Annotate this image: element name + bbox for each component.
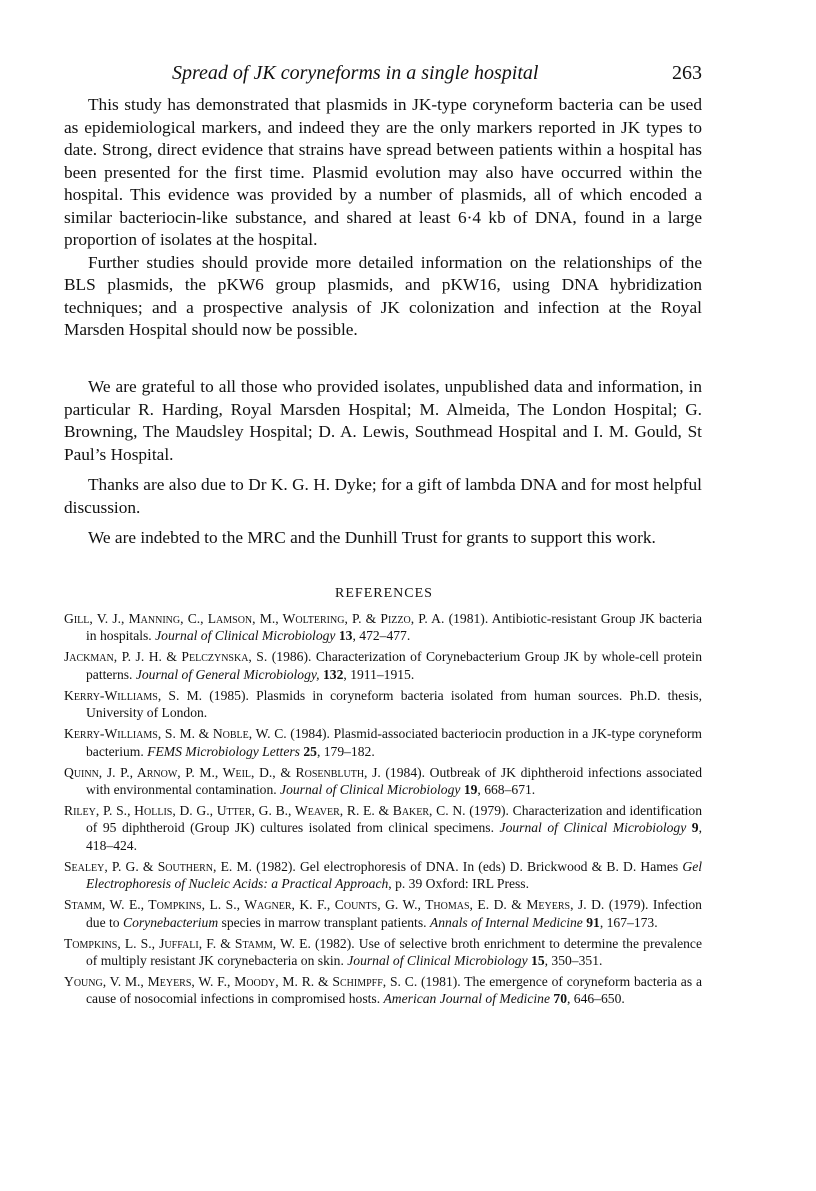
reference-volume: 91 [586,914,600,930]
reference-volume: 25 [303,743,317,759]
reference-journal: Journal of General Microbiology, [135,666,320,682]
reference-text: (1984). Plasmid-associated bacteriocin production in a JK-type coryneform bacterium. [86,726,702,759]
reference-text: (1985). Plasmids in coryneform bacteria isolated from human sources. Ph.D. thesis, University of London. [86,687,703,721]
reference-volume: 19 [463,782,478,798]
reference-item [64,935,702,970]
reference-text: (1979). Infection due to [86,897,702,930]
reference-authors: Kerry-Williams, S. M. & Noble, W. C. [64,726,287,742]
reference-journal: Annals of Internal Medicine [429,914,583,930]
page-number: 263 [672,62,702,84]
reference-text: (1979). Characterization and identification of 95 diphtheroid (Group JK) cultures isolated from clinical specimens. [86,803,703,836]
discussion-text [64,94,702,342]
reference-pages: , 668–671. [477,782,536,798]
reference-authors: Jackman, P. J. H. & Pelczynska, S. [64,649,268,665]
running-head [172,62,702,86]
reference-authors: Gill, V. J., Manning, C., Lamson, M., Woltering, P. & Pizzo, P. A. [64,611,445,626]
reference-volume: 9 [691,820,699,836]
reference-text: (1981). Antibiotic-resistant Group JK bacteria in hospitals. [86,611,702,644]
references-heading: REFERENCES [335,586,433,601]
references-list [64,610,702,1011]
reference-item [64,648,702,683]
reference-journal: Journal of Clinical Microbiology [499,820,687,836]
reference-pages: , 472–477. [352,628,411,644]
reference-journal: Journal of Clinical Microbiology [280,782,461,798]
reference-pages: , 179–182. [316,743,375,759]
reference-text: (1982). Use of selective broth enrichment to determine the prevalence of multiply resistant JK corynebacteria on skin. [86,935,703,969]
paragraph: Further studies should provide more detailed information on the relationships of the BLS plasmids, the pKW6 group plasmids, and pKW16, using DNA hybridization techniques; and a prospective analysis of JK colonization and infection at the Royal Marsden Hospital should now be possible. [64,252,702,339]
reference-journal: Gel Electrophoresis of Nucleic Acids: a Practical Approach [86,858,703,892]
reference-item [64,858,702,893]
paragraph: Thanks are also due to Dr K. G. H. Dyke; for a gift of lambda DNA and for most helpful discussion. [64,475,702,517]
reference-authors: Kerry-Williams, S. M. [64,687,203,703]
reference-item [64,725,702,760]
reference-pages: , 167–173. [599,914,658,930]
reference-authors: Stamm, W. E., Tompkins, L. S., Wagner, K. F., Counts, G. W., Thomas, E. D. & Meyers, J. D. [64,897,605,913]
reference-authors: Young, V. M., Meyers, W. F., Moody, M. R. & Schimpff, S. C. [64,974,418,990]
running-title: Spread of JK coryneforms in a single hospital [172,62,539,84]
reference-volume: 15 [531,953,545,969]
reference-pages: , p. 39 Oxford: IRL Press. [388,876,529,892]
reference-genus: Corynebacterium [123,914,219,930]
reference-text: (1981). The emergence of coryneform bacteria as a cause of nosocomial infections in compromised hosts. [86,974,702,1007]
paragraph: We are indebted to the MRC and the Dunhill Trust for grants to support this work. [88,528,656,547]
reference-item [64,973,702,1008]
reference-item [64,802,702,854]
paragraph: This study has demonstrated that plasmids in JK-type coryneform bacteria can be used as epidemiological markers, and indeed they are the only markers reported in JK types to date. Strong, direct evidence that strains have spread between patients within a hospital has been presented for the first time. Plasmid evolution may also have occurred within the hospital. This evidence was provided by a number of plasmids, all of which encoded a similar bacteriocin-like substance, and shared at least 6·4 kb of DNA, found in a large proportion of isolates at the hospital. [64,95,702,249]
reference-authors: Tompkins, L. S., Juffali, F. & Stamm, W. E. [64,935,311,951]
reference-journal: American Journal of Medicine [383,991,550,1007]
reference-journal: FEMS Microbiology Letters [147,743,300,759]
reference-text: species in marrow transplant patients. [218,914,430,930]
reference-text: (1982). Gel electrophoresis of DNA. In (eds) D. Brickwood & B. D. Hames [251,858,683,874]
reference-item [64,687,702,722]
reference-volume: 70 [553,991,567,1007]
reference-journal: Journal of Clinical Microbiology [347,953,528,969]
reference-pages: , 1911–1915. [343,666,415,682]
reference-text: (1984). Outbreak of JK diphtheroid infections associated with environmental contamination. [86,764,702,798]
reference-item [64,610,702,645]
reference-item [64,896,702,931]
reference-pages: , 350–351. [544,953,603,969]
reference-volume: 132 [323,666,344,682]
paragraph: We are grateful to all those who provided isolates, unpublished data and information, in particular R. Harding, Royal Marsden Hospital; M. Almeida, The London Hospital; G. Browning, The Maudsley Hospital; D. A. Lewis, Southmead Hospital and I. M. Gould, St Paul’s Hospital. [64,377,702,464]
reference-pages: , 646–650. [566,991,625,1007]
reference-volume: 13 [338,628,353,644]
reference-authors: Sealey, P. G. & Southern, E. M. [64,858,252,874]
reference-pages: , 418–424. [86,820,702,853]
reference-authors: Riley, P. S., Hollis, D. G., Utter, G. B., Weaver, R. E. & Baker, C. N. [64,803,466,819]
reference-text: (1986). Characterization of Corynebacterium Group JK by whole-cell protein patterns. [86,649,702,682]
acknowledgements [64,376,702,558]
reference-authors: Quinn, J. P., Arnow, P. M., Weil, D., & Rosenbluth, J. [64,764,381,780]
reference-item [64,764,702,799]
reference-journal: Journal of Clinical Microbiology [155,628,336,644]
